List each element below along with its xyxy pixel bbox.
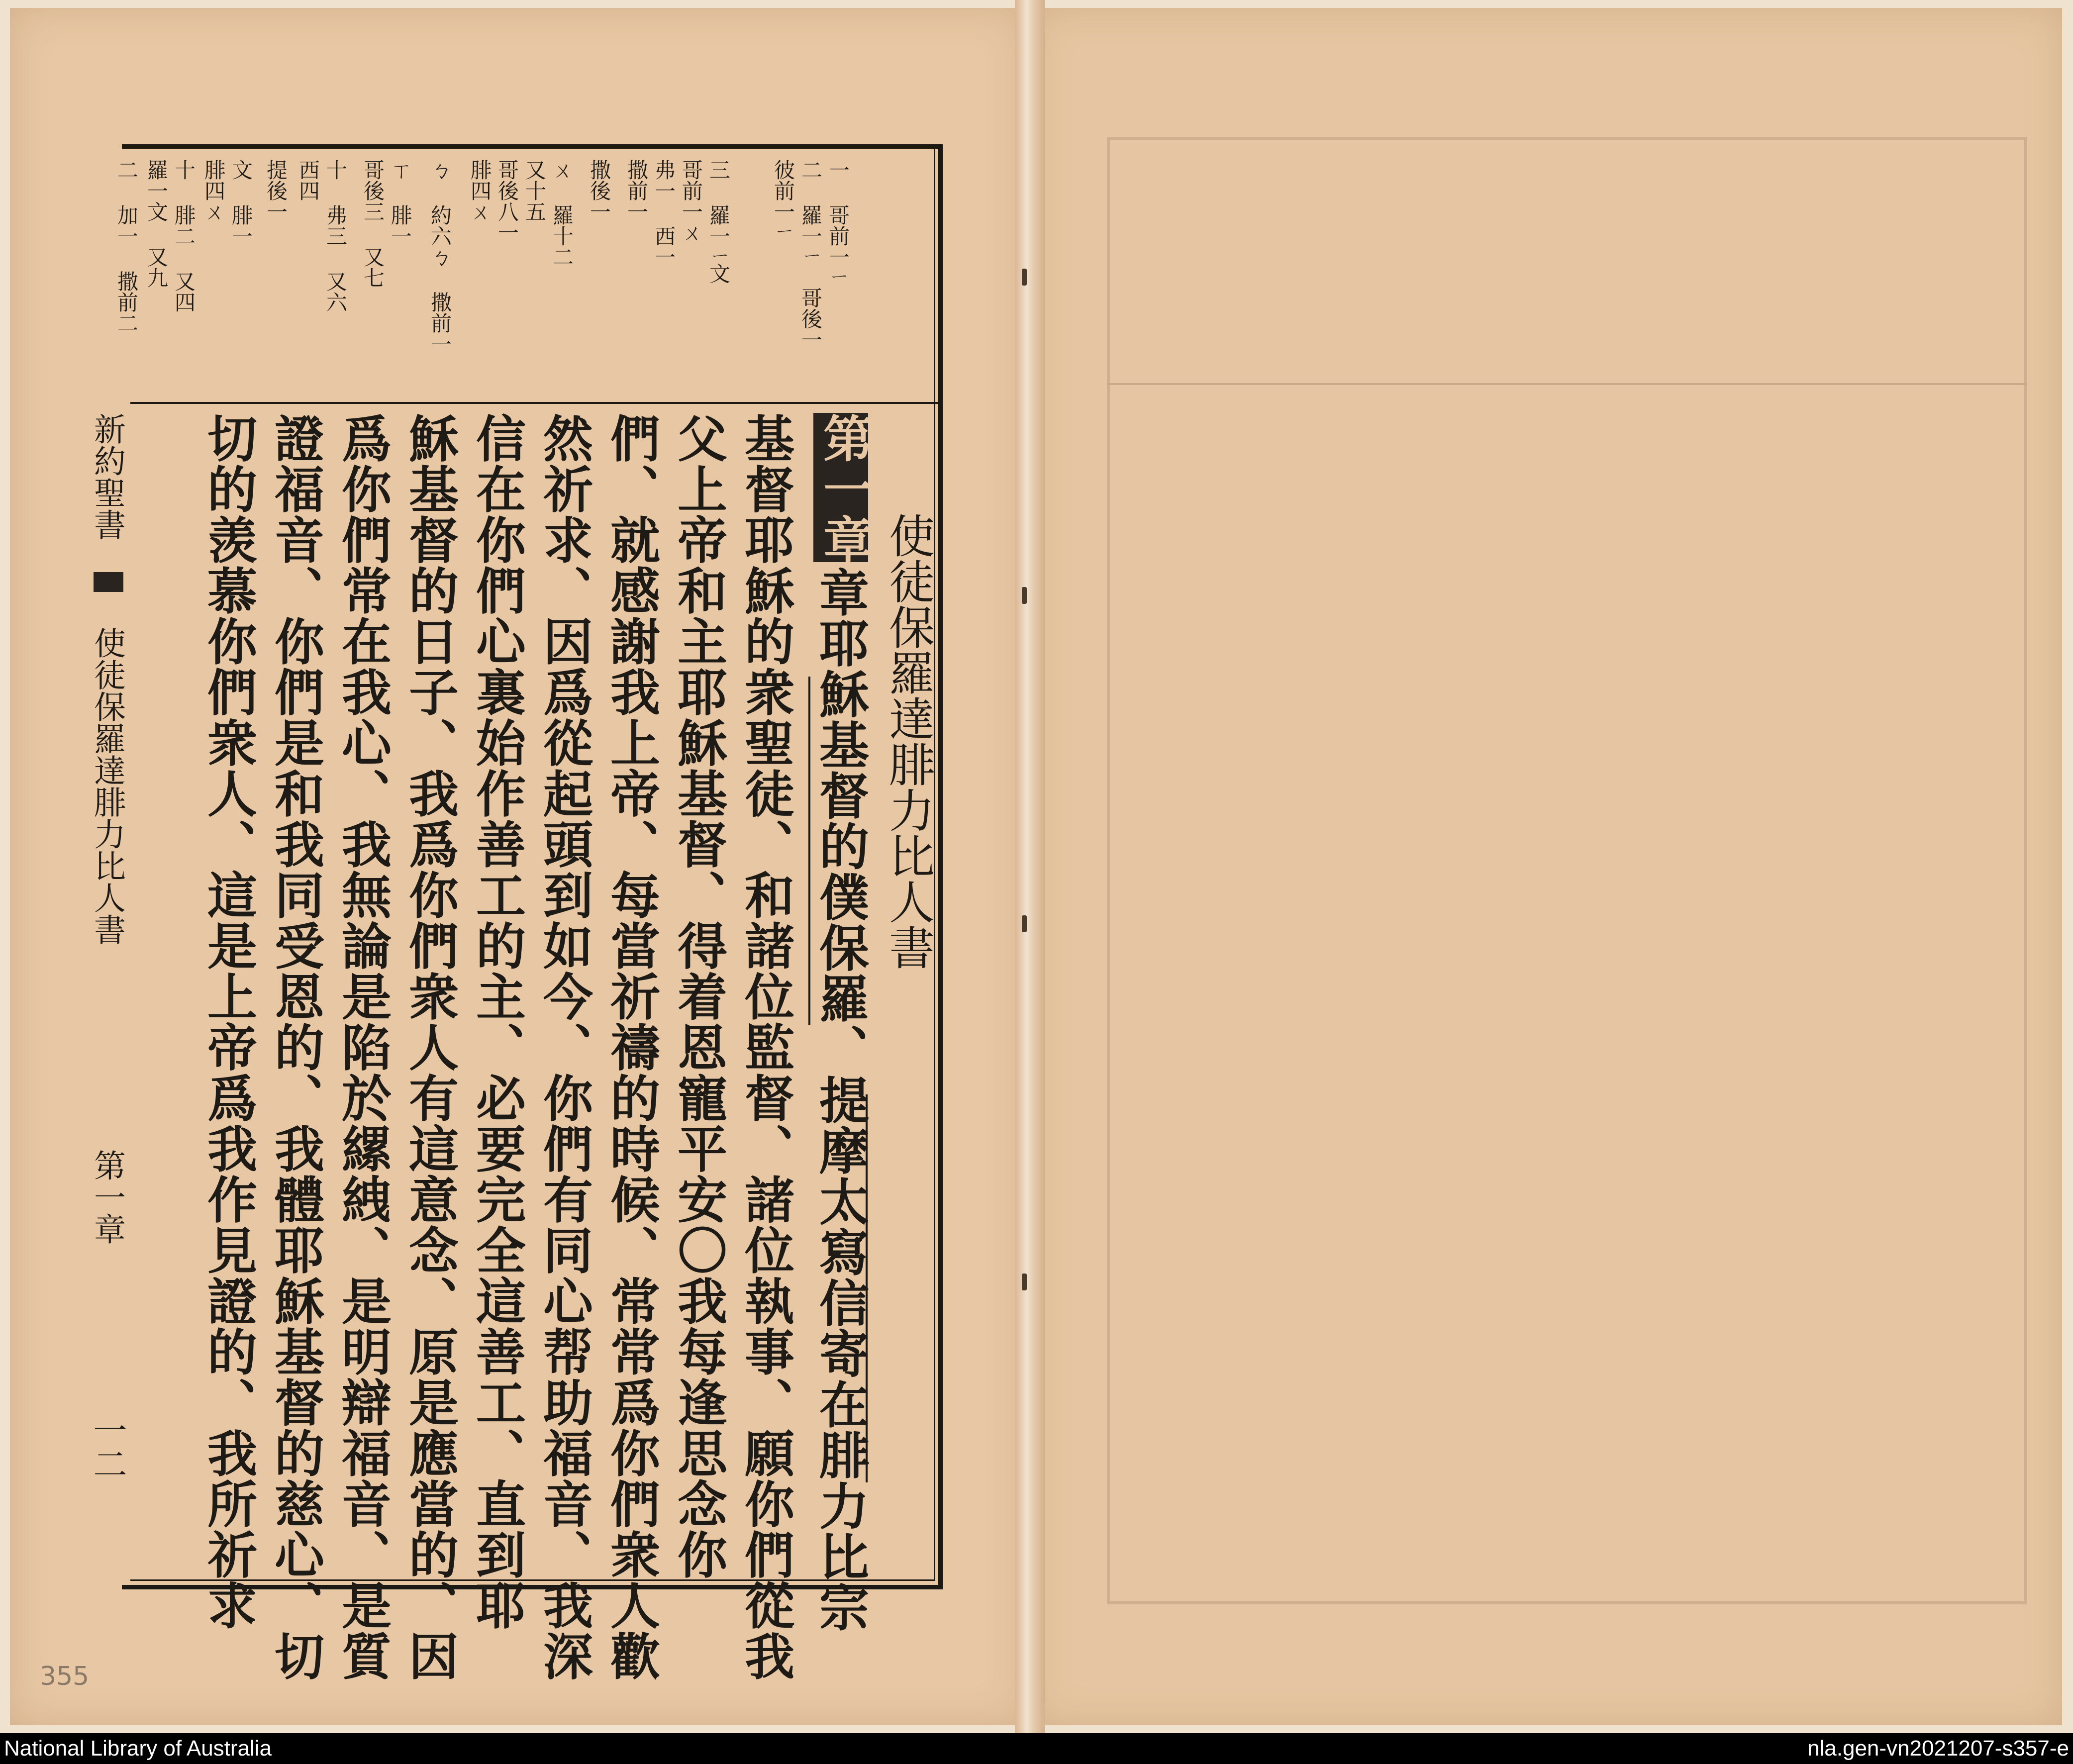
pencil-annotation: 355 [40, 1662, 90, 1691]
cross-ref: 羅一文 又九 [144, 159, 169, 288]
cross-ref: 撒前一 [624, 159, 649, 222]
cross-ref: 提後一 [264, 159, 288, 222]
cross-ref: 十 弗三 又六 [323, 159, 348, 312]
cross-ref: ㄒ 腓一 [388, 159, 412, 246]
binding-stitch [1022, 915, 1027, 932]
cross-ref: 哥後八一 [495, 159, 519, 243]
footer-identifier: nla.gen-vn2021207-s357-e [1807, 1736, 2069, 1761]
body-line: 信在你們心裏始作善工的主、必要完全這善工、直到耶 [468, 413, 526, 1631]
binding-stitch [1022, 587, 1027, 604]
body-line: 證福音、你們是和我同受恩的、我體耶穌基督的慈心、切 [266, 413, 325, 1681]
cross-ref: 哥前一ㄨ [679, 159, 703, 243]
cross-ref: 一 哥前一ㄧ [826, 159, 850, 284]
body-line: 切的羡慕你們衆人、這是上帝爲我作見證的、我所祈求 [199, 413, 258, 1631]
body-line: 基督耶穌的衆聖徒、和諸位監督、諸位執事、願你們從我 [736, 413, 795, 1681]
page-number: 一二 [88, 1413, 127, 1480]
cross-ref: 西四 [296, 159, 320, 201]
body-line: 章耶穌基督的僕保羅、提摩太寫信寄在腓力比宗 [811, 567, 870, 1633]
reference-divider [130, 402, 939, 404]
running-chapter: 第一章 [89, 1149, 125, 1245]
body-line: 穌基督的日子、我爲你們衆人有這意念、原是應當的、因 [400, 413, 459, 1681]
margin-ornament [94, 572, 123, 592]
cross-ref: 又十五 [522, 159, 547, 222]
body-line: 爲你們常在我心、我無論是陷於縲絏、是明辯福音、是質 [333, 413, 392, 1681]
cross-ref: 二 羅一ㄧ 哥後一 [798, 159, 823, 350]
cross-ref: 腓四ㄨ [201, 159, 226, 222]
cross-ref: 二 加一 撒前二 [114, 159, 139, 333]
book-gutter [1015, 0, 1045, 1733]
cross-ref: 十 腓二 又四 [172, 159, 196, 312]
chapter-label: 第一章 [815, 413, 874, 565]
footer-bar [0, 1733, 2073, 1764]
body-line: 們、就感謝我上帝、每當祈禱的時候、常常爲你們衆人歡 [602, 413, 661, 1681]
cross-ref: 撒後一 [587, 159, 611, 222]
cross-ref: 三 羅一ㄧ文 [706, 159, 731, 284]
cross-ref: ㄅ 約六ㄅ 撒前一 [428, 159, 452, 354]
binding-stitch [1022, 1274, 1027, 1290]
body-line: 然祈求、因爲從起頭到如今、你們有同心帮助福音、我深 [535, 413, 593, 1681]
running-book: 使徒保羅達腓力比人書 [89, 627, 125, 945]
proper-noun-mark [808, 677, 810, 1025]
show-through-frame [1107, 137, 2027, 1604]
cross-ref: 哥後三 又七 [361, 159, 385, 288]
cross-ref: 文 腓一 [229, 159, 253, 246]
body-line: 父上帝和主耶穌基督、得着恩寵平安〇我每逢思念你 [669, 413, 728, 1580]
cross-ref: 彼前一ㄧ [771, 159, 795, 239]
cross-ref: ㄨ 羅十二 [550, 159, 574, 267]
binding-stitch [1022, 269, 1027, 286]
show-through-divider [1107, 383, 2027, 385]
running-title: 新約聖書 [89, 413, 125, 540]
book-title: 使徒保羅達腓力比人書 [882, 512, 935, 970]
footer-library: National Library of Australia [4, 1736, 272, 1761]
cross-ref: 腓四ㄨ [468, 159, 492, 222]
cross-ref: 弗一 西一 [652, 159, 676, 267]
